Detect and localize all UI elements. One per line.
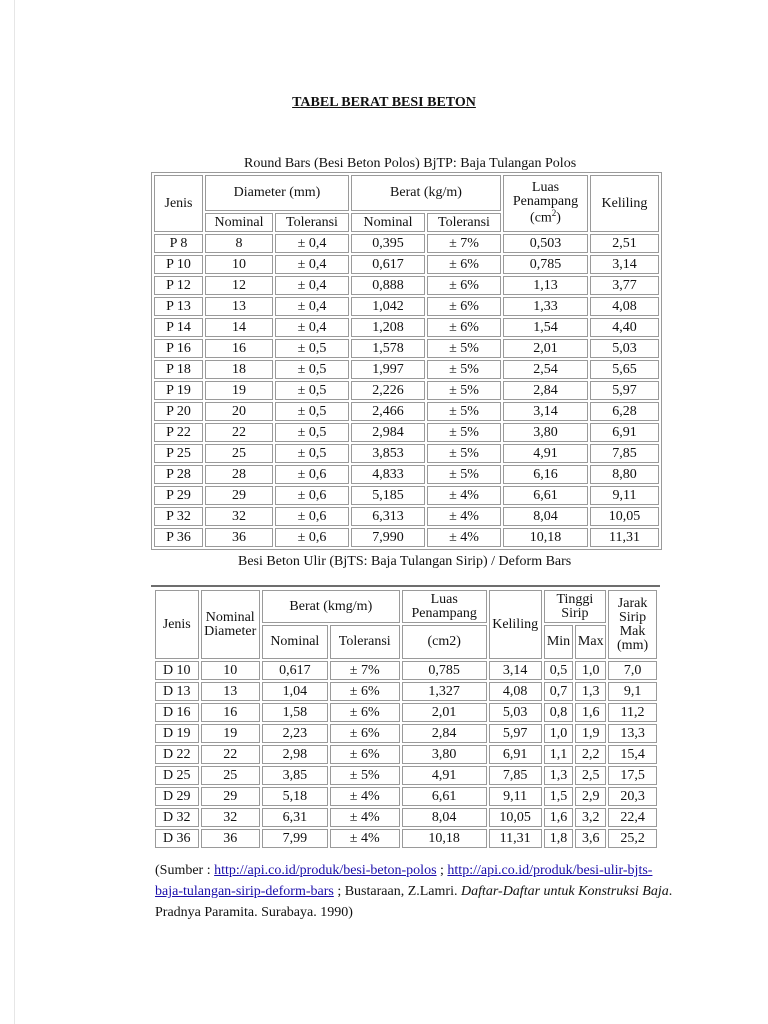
table-cell: D 10 bbox=[155, 661, 199, 680]
table-cell: 5,03 bbox=[489, 703, 542, 722]
table-cell: ± 7% bbox=[330, 661, 400, 680]
table-cell: 11,2 bbox=[608, 703, 657, 722]
table-row bbox=[154, 528, 659, 547]
table-cell: 6,28 bbox=[590, 402, 659, 421]
table-cell: 9,11 bbox=[590, 486, 659, 505]
table-cell: D 25 bbox=[155, 766, 199, 785]
table-cell: ± 5% bbox=[427, 381, 501, 400]
table-row bbox=[154, 402, 659, 421]
table-cell: ± 4% bbox=[330, 787, 400, 806]
table-cell: ± 0,6 bbox=[275, 507, 349, 526]
table-row bbox=[154, 255, 659, 274]
header-berat-toleransi: Toleransi bbox=[427, 213, 501, 232]
table-cell: 3,85 bbox=[262, 766, 328, 785]
table-cell: ± 6% bbox=[427, 276, 501, 295]
table-cell: 6,31 bbox=[262, 808, 328, 827]
table-cell: 4,91 bbox=[503, 444, 588, 463]
table-cell: 25 bbox=[205, 444, 273, 463]
table-cell: 18 bbox=[205, 360, 273, 379]
table-cell: ± 5% bbox=[427, 465, 501, 484]
source-link-besi-beton-polos[interactable]: http://api.co.id/produk/besi-beton-polos bbox=[214, 863, 437, 878]
table-cell: P 20 bbox=[154, 402, 203, 421]
table-row bbox=[155, 808, 657, 827]
table-cell: 6,61 bbox=[402, 787, 487, 806]
table-cell: 3,853 bbox=[351, 444, 425, 463]
table-cell: P 29 bbox=[154, 486, 203, 505]
table-cell: 25,2 bbox=[608, 829, 657, 848]
table-cell: 2,01 bbox=[402, 703, 487, 722]
table-cell: D 13 bbox=[155, 682, 199, 701]
table-cell: 6,61 bbox=[503, 486, 588, 505]
table-cell: 8 bbox=[205, 234, 273, 253]
table-cell: 4,08 bbox=[590, 297, 659, 316]
round-bars-table bbox=[151, 172, 662, 550]
table-cell: ± 5% bbox=[427, 339, 501, 358]
table-cell: ± 0,5 bbox=[275, 381, 349, 400]
table-cell: 1,0 bbox=[575, 661, 606, 680]
table-cell: 11,31 bbox=[590, 528, 659, 547]
table-cell: D 29 bbox=[155, 787, 199, 806]
table-cell: 5,97 bbox=[590, 381, 659, 400]
source-link-besi-ulir[interactable]: http://api.co.id/produk/besi-ulir-bjts-baja-tulangan-sirip-deform-bars bbox=[155, 863, 653, 899]
table-cell: 1,6 bbox=[544, 808, 574, 827]
table-cell: P 16 bbox=[154, 339, 203, 358]
table-cell: 13,3 bbox=[608, 724, 657, 743]
table-cell: 3,14 bbox=[489, 661, 542, 680]
table-cell: ± 6% bbox=[427, 297, 501, 316]
table-cell: 3,14 bbox=[503, 402, 588, 421]
table-cell: 13 bbox=[205, 297, 273, 316]
table-cell: 4,08 bbox=[489, 682, 542, 701]
table-cell: 19 bbox=[205, 381, 273, 400]
table-row bbox=[154, 234, 659, 253]
table-cell: 7,99 bbox=[262, 829, 328, 848]
table-cell: 1,042 bbox=[351, 297, 425, 316]
table-cell: ± 4% bbox=[427, 507, 501, 526]
table-cell: 36 bbox=[201, 829, 260, 848]
table-cell: 0,8 bbox=[544, 703, 574, 722]
header-diameter: Diameter (mm) bbox=[205, 175, 349, 211]
table-cell: 4,91 bbox=[402, 766, 487, 785]
table-row bbox=[154, 318, 659, 337]
table-cell: P 10 bbox=[154, 255, 203, 274]
table-cell: 3,80 bbox=[402, 745, 487, 764]
header-luas-line1: Luas bbox=[531, 180, 560, 196]
table-cell: 8,04 bbox=[503, 507, 588, 526]
table-row bbox=[154, 339, 659, 358]
table-cell: 1,1 bbox=[544, 745, 574, 764]
table-cell: ± 0,6 bbox=[275, 528, 349, 547]
header-luas-line1: Luas bbox=[430, 591, 458, 607]
table-row bbox=[155, 682, 657, 701]
table-cell: ± 6% bbox=[330, 703, 400, 722]
header-nominal-diameter bbox=[201, 590, 260, 659]
table-cell: 20 bbox=[205, 402, 273, 421]
header-diameter-toleransi: Toleransi bbox=[275, 213, 349, 232]
table-row bbox=[154, 381, 659, 400]
deform-table-top-rule bbox=[151, 585, 660, 587]
table-row bbox=[154, 360, 659, 379]
table-cell: 1,04 bbox=[262, 682, 328, 701]
header-luas-penampang bbox=[503, 175, 588, 232]
header-luas-line2: Penampang bbox=[512, 194, 579, 210]
header-jenis: Jenis bbox=[154, 175, 203, 232]
table-cell: D 19 bbox=[155, 724, 199, 743]
table-cell: P 18 bbox=[154, 360, 203, 379]
table-cell: 1,9 bbox=[575, 724, 606, 743]
table-cell: 0,617 bbox=[351, 255, 425, 274]
table-cell: 16 bbox=[201, 703, 260, 722]
table-row bbox=[154, 465, 659, 484]
header-berat: Berat (kmg/m) bbox=[262, 590, 400, 623]
table-cell: 3,80 bbox=[503, 423, 588, 442]
header-keliling: Keliling bbox=[489, 590, 542, 659]
header-luas-unit: (cm2) bbox=[402, 625, 487, 659]
table-cell: 2,84 bbox=[503, 381, 588, 400]
table-cell: 9,11 bbox=[489, 787, 542, 806]
table-cell: ± 4% bbox=[330, 829, 400, 848]
table-row bbox=[154, 444, 659, 463]
table-cell: 0,503 bbox=[503, 234, 588, 253]
round-bars-caption: Round Bars (Besi Beton Polos) BjTP: Baja Tulangan Polos bbox=[244, 156, 577, 171]
table-cell: 1,0 bbox=[544, 724, 574, 743]
header-berat: Berat (kg/m) bbox=[351, 175, 501, 211]
header-keliling: Keliling bbox=[590, 175, 659, 232]
table-cell: 5,65 bbox=[590, 360, 659, 379]
header-tinggi-max: Max bbox=[575, 625, 606, 659]
header-berat-toleransi: Toleransi bbox=[330, 625, 400, 659]
deform-bars-caption: Besi Beton Ulir (BjTS: Baja Tulangan Sirip) / Deform Bars bbox=[238, 554, 572, 569]
source-prefix: (Sumber : bbox=[155, 863, 215, 878]
table-row bbox=[155, 829, 657, 848]
table-cell: 0,888 bbox=[351, 276, 425, 295]
header-tinggi-line1: Tinggi bbox=[556, 591, 594, 607]
table-cell: 7,0 bbox=[608, 661, 657, 680]
table-cell: 4,833 bbox=[351, 465, 425, 484]
source-separator: ; bbox=[436, 863, 448, 878]
table-cell: P 8 bbox=[154, 234, 203, 253]
table-cell: 7,990 bbox=[351, 528, 425, 547]
table-cell: 2,84 bbox=[402, 724, 487, 743]
header-tinggi-sirip bbox=[544, 590, 606, 623]
header-luas-unit-sup: 2 bbox=[551, 208, 557, 219]
table-cell: 1,8 bbox=[544, 829, 574, 848]
table-cell: 0,785 bbox=[402, 661, 487, 680]
header-nominal-diameter-line1: Nominal bbox=[205, 609, 255, 625]
table-cell: 2,98 bbox=[262, 745, 328, 764]
table-cell: ± 0,5 bbox=[275, 423, 349, 442]
table-cell: P 12 bbox=[154, 276, 203, 295]
table-cell: ± 7% bbox=[427, 234, 501, 253]
table-cell: 19 bbox=[201, 724, 260, 743]
table-cell: ± 4% bbox=[330, 808, 400, 827]
table-cell: 3,14 bbox=[590, 255, 659, 274]
table-cell: ± 0,5 bbox=[275, 444, 349, 463]
table-cell: 10,05 bbox=[489, 808, 542, 827]
table-cell: 2,226 bbox=[351, 381, 425, 400]
header-diameter-nominal: Nominal bbox=[205, 213, 273, 232]
table-cell: 5,18 bbox=[262, 787, 328, 806]
table-cell: ± 0,5 bbox=[275, 360, 349, 379]
table-cell: ± 0,4 bbox=[275, 234, 349, 253]
table-cell: 8,04 bbox=[402, 808, 487, 827]
table-cell: 2,23 bbox=[262, 724, 328, 743]
header-nominal-diameter-line2: Diameter bbox=[204, 623, 257, 639]
header-berat-nominal: Nominal bbox=[262, 625, 328, 659]
table-row bbox=[154, 423, 659, 442]
table-cell: ± 5% bbox=[427, 360, 501, 379]
table-cell: 7,85 bbox=[590, 444, 659, 463]
deform-bars-table bbox=[153, 588, 659, 850]
table-cell: 1,33 bbox=[503, 297, 588, 316]
table-cell: ± 6% bbox=[330, 682, 400, 701]
table-cell: 22 bbox=[205, 423, 273, 442]
table-cell: ± 0,5 bbox=[275, 339, 349, 358]
table-cell: 6,16 bbox=[503, 465, 588, 484]
table-cell: 1,208 bbox=[351, 318, 425, 337]
table-cell: 6,91 bbox=[489, 745, 542, 764]
table-cell: D 16 bbox=[155, 703, 199, 722]
header-jarak-line4: (mm) bbox=[617, 637, 649, 653]
table-cell: 1,13 bbox=[503, 276, 588, 295]
table-cell: 2,9 bbox=[575, 787, 606, 806]
source-author: ; Bustaraan, Z.Lamri. bbox=[333, 884, 461, 899]
table-cell: 2,54 bbox=[503, 360, 588, 379]
table-row bbox=[155, 661, 657, 680]
table-cell: 20,3 bbox=[608, 787, 657, 806]
table-cell: 2,51 bbox=[590, 234, 659, 253]
table-row bbox=[154, 276, 659, 295]
source-publisher: . Pradnya Paramita. Surabaya. 1990) bbox=[155, 884, 673, 920]
table-cell: 3,6 bbox=[575, 829, 606, 848]
table-cell: ± 0,4 bbox=[275, 276, 349, 295]
table-cell: P 28 bbox=[154, 465, 203, 484]
table-cell: 14 bbox=[205, 318, 273, 337]
table-cell: 9,1 bbox=[608, 682, 657, 701]
table-cell: 10,05 bbox=[590, 507, 659, 526]
header-tinggi-line2: Sirip bbox=[561, 605, 589, 621]
table-cell: 22,4 bbox=[608, 808, 657, 827]
table-cell: 0,7 bbox=[544, 682, 574, 701]
table-cell: 0,617 bbox=[262, 661, 328, 680]
header-luas-unit: (cm bbox=[530, 210, 552, 226]
table-cell: 1,58 bbox=[262, 703, 328, 722]
table-cell: 10 bbox=[201, 661, 260, 680]
table-cell: 3,2 bbox=[575, 808, 606, 827]
table-cell: 1,6 bbox=[575, 703, 606, 722]
table-cell: 6,313 bbox=[351, 507, 425, 526]
table-cell: 13 bbox=[201, 682, 260, 701]
header-jarak-sirip bbox=[608, 590, 657, 659]
table-cell: ± 6% bbox=[427, 255, 501, 274]
table-cell: 1,5 bbox=[544, 787, 574, 806]
table-row bbox=[155, 745, 657, 764]
table-cell: 10 bbox=[205, 255, 273, 274]
table-cell: ± 0,4 bbox=[275, 318, 349, 337]
table-cell: 0,5 bbox=[544, 661, 574, 680]
table-cell: 2,5 bbox=[575, 766, 606, 785]
table-cell: 12 bbox=[205, 276, 273, 295]
table-cell: 32 bbox=[205, 507, 273, 526]
table-cell: 17,5 bbox=[608, 766, 657, 785]
table-cell: ± 5% bbox=[427, 402, 501, 421]
table-cell: 1,3 bbox=[575, 682, 606, 701]
table-cell: ± 4% bbox=[427, 486, 501, 505]
table-cell: 1,3 bbox=[544, 766, 574, 785]
header-jarak-line1: Jarak bbox=[617, 595, 648, 611]
table-cell: 15,4 bbox=[608, 745, 657, 764]
header-jenis: Jenis bbox=[155, 590, 199, 659]
table-cell: ± 5% bbox=[330, 766, 400, 785]
table-cell: 28 bbox=[205, 465, 273, 484]
table-cell: 6,91 bbox=[590, 423, 659, 442]
table-cell: 3,77 bbox=[590, 276, 659, 295]
header-tinggi-min: Min bbox=[544, 625, 574, 659]
table-cell: 0,395 bbox=[351, 234, 425, 253]
table-cell: 2,466 bbox=[351, 402, 425, 421]
table-cell: ± 0,4 bbox=[275, 255, 349, 274]
table-cell: 1,54 bbox=[503, 318, 588, 337]
table-cell: P 14 bbox=[154, 318, 203, 337]
table-cell: 32 bbox=[201, 808, 260, 827]
table-cell: 2,984 bbox=[351, 423, 425, 442]
table-cell: 25 bbox=[201, 766, 260, 785]
table-cell: ± 0,5 bbox=[275, 402, 349, 421]
page-margin-line bbox=[14, 0, 15, 1024]
table-row bbox=[155, 703, 657, 722]
table-cell: 7,85 bbox=[489, 766, 542, 785]
table-cell: 2,2 bbox=[575, 745, 606, 764]
table-cell: D 22 bbox=[155, 745, 199, 764]
table-cell: 1,327 bbox=[402, 682, 487, 701]
header-jarak-line3: Mak bbox=[619, 623, 646, 639]
table-cell: ± 6% bbox=[330, 724, 400, 743]
header-jarak-line2: Sirip bbox=[618, 609, 647, 625]
table-cell: 10,18 bbox=[402, 829, 487, 848]
table-cell: 1,578 bbox=[351, 339, 425, 358]
table-cell: 5,97 bbox=[489, 724, 542, 743]
table-cell: P 19 bbox=[154, 381, 203, 400]
table-cell: ± 0,6 bbox=[275, 465, 349, 484]
table-cell: 8,80 bbox=[590, 465, 659, 484]
table-cell: 2,01 bbox=[503, 339, 588, 358]
table-row bbox=[154, 297, 659, 316]
table-cell: 1,997 bbox=[351, 360, 425, 379]
table-cell: P 22 bbox=[154, 423, 203, 442]
table-row bbox=[155, 787, 657, 806]
table-cell: ± 5% bbox=[427, 423, 501, 442]
table-cell: P 13 bbox=[154, 297, 203, 316]
table-cell: D 36 bbox=[155, 829, 199, 848]
table-cell: 36 bbox=[205, 528, 273, 547]
table-cell: 10,18 bbox=[503, 528, 588, 547]
source-citation bbox=[155, 860, 675, 923]
table-cell: 11,31 bbox=[489, 829, 542, 848]
table-cell: 4,40 bbox=[590, 318, 659, 337]
table-row bbox=[154, 486, 659, 505]
header-berat-nominal: Nominal bbox=[351, 213, 425, 232]
table-cell: 0,785 bbox=[503, 255, 588, 274]
page-title: TABEL BERAT BESI BETON bbox=[292, 95, 476, 110]
table-row bbox=[154, 507, 659, 526]
header-luas-unit-close: ) bbox=[556, 210, 561, 226]
table-cell: ± 0,4 bbox=[275, 297, 349, 316]
source-book-title: Daftar-Daftar untuk Konstruksi Baja bbox=[460, 884, 669, 899]
header-luas-penampang bbox=[402, 590, 487, 623]
table-cell: ± 4% bbox=[427, 528, 501, 547]
table-cell: 29 bbox=[205, 486, 273, 505]
table-cell: 5,03 bbox=[590, 339, 659, 358]
table-row bbox=[155, 766, 657, 785]
table-cell: P 25 bbox=[154, 444, 203, 463]
table-cell: ± 6% bbox=[427, 318, 501, 337]
table-cell: 22 bbox=[201, 745, 260, 764]
table-row bbox=[155, 724, 657, 743]
table-cell: D 32 bbox=[155, 808, 199, 827]
table-cell: P 36 bbox=[154, 528, 203, 547]
table-cell: ± 5% bbox=[427, 444, 501, 463]
table-cell: P 32 bbox=[154, 507, 203, 526]
table-cell: ± 6% bbox=[330, 745, 400, 764]
table-cell: ± 0,6 bbox=[275, 486, 349, 505]
table-cell: 29 bbox=[201, 787, 260, 806]
header-luas-line2: Penampang bbox=[411, 605, 477, 621]
table-cell: 16 bbox=[205, 339, 273, 358]
table-cell: 5,185 bbox=[351, 486, 425, 505]
